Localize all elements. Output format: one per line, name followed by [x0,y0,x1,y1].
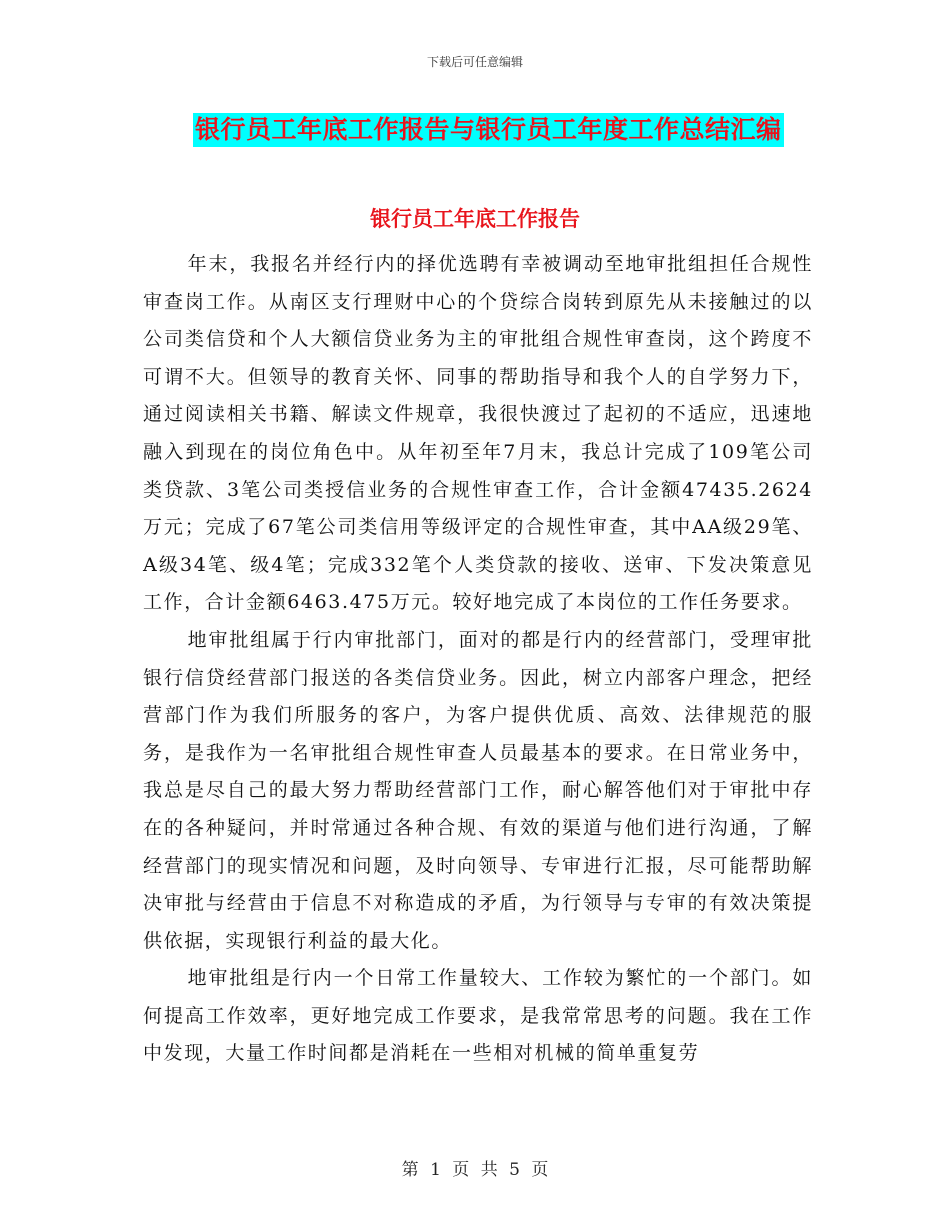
paragraph-2: 地审批组属于行内审批部门，面对的都是行内的经营部门，受理审批银行信贷经营部门报送的各类信贷业务。因此，树立内部客户理念，把经营部门作为我们所服务的客户，为客户提供优质、高效、法律规范的服务，是我作为一名审批组合规性审查人员最基本的要求。在日常业务中，我总是尽自己的最大努力帮助经营部门工作，耐心解答他们对于审批中存在的各种疑问，并时常通过各种合规、有效的渠道与他们进行沟通，了解经营部门的现实情况和问题，及时向领导、专审进行汇报，尽可能帮助解决审批与经营由于信息不对称造成的矛盾，为行领导与专审的有效决策提供依据，实现银行利益的最大化。 [143,628,813,952]
header-note: 下载后可任意编辑 [426,55,523,69]
document-title: 银行员工年底工作报告与银行员工年度工作总结汇编 [193,113,784,147]
document-body [143,246,813,1073]
section-title: 银行员工年底工作报告 [370,206,580,231]
paragraph-1: 年末，我报名并经行内的择优选聘有幸被调动至地审批组担任合规性审查岗工作。从南区支行理财中心的个贷综合岗转到原先从未接触过的以公司类信贷和个人大额信贷业务为主的审批组合规性审查岗，这个跨度不可谓不大。但领导的教育关怀、同事的帮助指导和我个人的自学努力下，通过阅读相关书籍、解读文件规章，我很快渡过了起初的不适应，迅速地融入到现在的岗位角色中。从年初至年7月末，我总计完成了109笔公司类贷款、3笔公司类授信业务的合规性审查工作，合计金额47435.2624万元；完成了67笔公司类信用等级评定的合规性审查，其中AA级29笔、A级34笔、级4笔；完成332笔个人类贷款的接收、送审、下发决策意见工作，合计金额6463.475万元。较好地完成了本岗位的工作任务要求。 [143,253,813,614]
page-footer: 第 1 页 共 5 页 [401,1160,549,1180]
paragraph-3: 地审批组是行内一个日常工作量较大、工作较为繁忙的一个部门。如何提高工作效率，更好地完成工作要求，是我常常思考的问题。我在工作中发现，大量工作时间都是消耗在一些相对机械的简单重复劳 [143,967,813,1065]
